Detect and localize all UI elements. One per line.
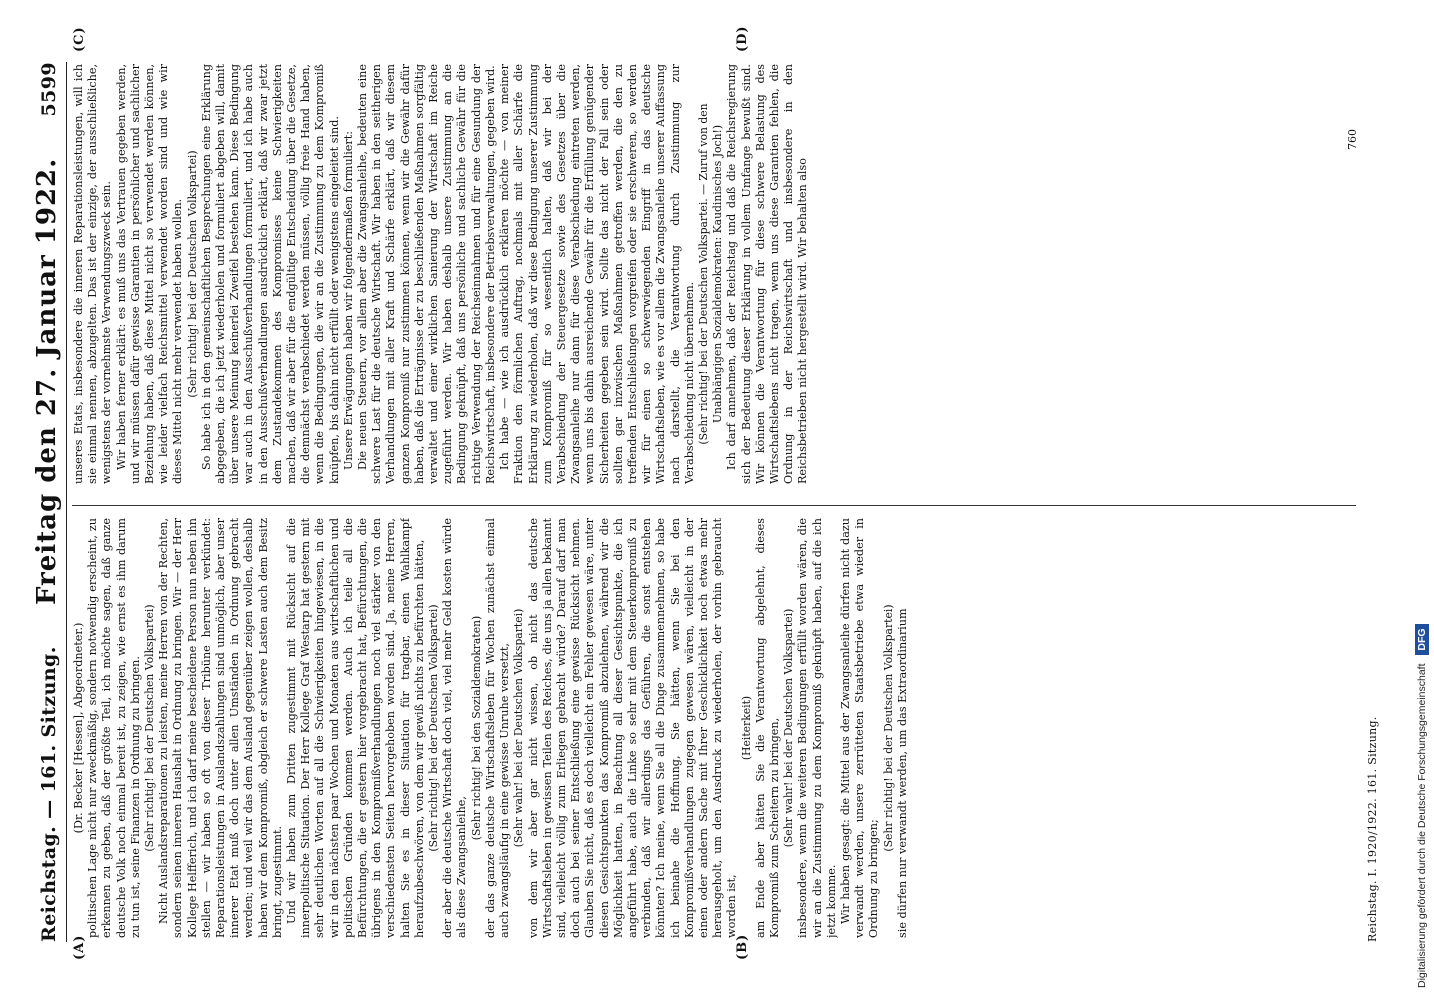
interjection: (Sehr richtig! bei der Deutschen Volkspartei. — Zuruf von den Unabhängigen Sozialdemokraten: Kaudinisches Joch!): [696, 103, 725, 445]
interjection: (Heiterkeit): [739, 695, 753, 761]
paragraph: unseres Etats, insbesondere die inneren Reparationsleistungen, will ich sie einmal nennen, abzugelten. Das ist der einzige, der ausschließliche, wenigstens der vornehmste Verwendungszweck sein.: [72, 64, 114, 484]
paragraph: sie dürfen nur verwandt werden, um das Extraordinarium: [895, 608, 909, 938]
right-column: [72, 64, 1356, 484]
paragraph: Ich habe — wie ich ausdrücklich erklären möchte — von meiner Fraktion den förmlichen Auftrag, nochmals mit aller Schärfe die Erklärung zu wiederholen, daß wir diese Bedingung unserer Zustimmung zum Kompromiß für so wesentlich halten, daß wir bei der Verabschiedung der Steuergesetze sowie des Gesetzes über die Zwangsanleihe nur dann für diese Verabschiedung eintreten werden, wenn uns bis dahin ausreichende Gewähr für die Erfüllung genügender Sicherheiten gegeben sein wird. Sollte das nicht der Fall sein oder sollten gar inzwischen Maßnahmen getroffen werden, die den zu treffenden Entschließungen vorgreifen oder sie erschweren, so werden wir für einen so schwerwiegenden Eingriff in das deutsche Wirtschaftsleben, wie es vor allem die Zwangsanleihe unserer Auffassung nach darstellt, die Verantwortung durch Zustimmung zur Verabschiedung nicht übernehmen.: [498, 64, 696, 484]
paragraph: am Ende aber hätten Sie die Verantwortung abgelehnt, dieses Kompromiß zum Scheitern zu bringen,: [753, 518, 781, 938]
page-signature: 760: [1346, 129, 1359, 150]
dfg-credit-line: [1413, 8, 1431, 988]
interjection: (Sehr richtig! bei der Deutschen Volkspartei): [143, 604, 157, 852]
paragraph: politischen Lage nicht nur zweckmäßig, sondern notwendig erscheint, zu erkennen zu geben, daß der größte Teil, ich möchte sagen, daß ganze deutsche Volk noch einmal bereit ist, zu zeigen, wie ernst es ihm darum zu tun ist, seine Finanzen in Ordnung zu bringen.: [86, 518, 142, 938]
paragraph: insbesondere, wenn die weiteren Bedingungen erfüllt worden wären, die wir an die Zustimmung zu dem Kompromiß geknüpft haben, auf die ich jetzt komme.: [796, 518, 838, 938]
paragraph: Ich darf annehmen, daß der Reichstag und daß die Reichsregierung sich der Bedeutung dieser Erklärung in vollem Umfange bewußt sind. Wir können die Verantwortung für diese schwere Belastung des Wirtschaftslebens nicht tragen, wenn uns diese Garantien fehlen, die Ordnung in der Reichswirtschaft und insbesondere in den Reichsbetrieben nicht hergestellt wird. Wir behalten also: [725, 64, 810, 484]
interjection: (Sehr richtig! bei der Deutschen Volkspartei): [427, 604, 441, 852]
interjection: (Sehr richtig! bei den Sozialdemokraten): [469, 615, 483, 841]
speaker-line: (Dr. Becker [Hessen], Abgeordneter.): [72, 622, 85, 834]
interjection: (Sehr richtig! bei der Deutschen Volkspartei): [881, 604, 895, 852]
interjection: (Sehr wahr! bei der Deutschen Volkspartei): [512, 608, 526, 848]
margin-letter-b: (B): [735, 933, 750, 960]
paragraph: Wir haben ferner erklärt: es muß uns das Vertrauen gegeben werden, und wir müssen dafür gewisse Garantien in persönlicher und sachlicher Beziehung haben, daß diese Mittel nicht so verwendet werden können, wie leider vielfach Reichsmittel verwendet worden sind und wie wir dieses Mittel nicht mehr verwendet haben wollen.: [114, 64, 185, 484]
dfg-credit-text: Digitalisierung gefördert durch die Deutsche Forschungsgemeinschaft: [1416, 663, 1428, 988]
paragraph: der aber die deutsche Wirtschaft doch viel, viel mehr Geld kosten würde als diese Zwangsanleihe,: [441, 518, 469, 938]
margin-letter-a: (A): [72, 934, 87, 960]
interjection: (Sehr richtig! bei der Deutschen Volkspartei): [185, 150, 199, 398]
header-session: Reichstag. — 161. Sitzung.: [38, 646, 60, 942]
page-footer: Reichstag. I. 1920/1922. 161. Sitzung.: [1366, 716, 1379, 942]
paragraph: So habe ich in den gemeinschaftlichen Besprechungen eine Erklärung abgegeben, die ich jetzt wiederholen und formuliert abgeben will, damit über unsere Meinung keinerlei Zweifel bestehen kann. Diese Bedingung war auch in den Ausschußverhandlungen formuliert, und ich habe auch in den Ausschußverhandlungen ausdrücklich erklärt, daß wir zwar jetzt dem Zustandekommen des Kompromisses keine Schwierigkeiten machen, daß wir aber für die endgültige Entscheidung über die Gesetze, die demnächst verabschiedet werden müssen, völlig freie Hand haben, wenn die Bedingungen, die wir an die Zustimmung zu dem Kompromiß knüpfen, bis dahin nicht erfüllt oder wenigstens eingeleitet sind.: [199, 64, 341, 484]
paragraph: von dem wir aber gar nicht wissen, ob nicht das deutsche Wirtschaftsleben in gewissen Teilen des Reiches, die uns ja allen bekannt sind, vielleicht völlig zum Erliegen gebracht würde? Darauf darf man doch auch bei seiner Entschließung eine gewisse Rücksicht nehmen. Glauben Sie nicht, daß es doch vielleicht ein Fehler gewesen wäre, unter diesen Gesichtspunkten das Kompromiß abzulehnen, während wir die Möglichkeit hatten, in Beachtung all dieser Gesichtspunkte, die ich angeführt habe, auch die Linke so sehr mit dem Steuerkompromiß zu verbinden, daß wir allerdings das Geführen, die sonst entstehen könnten? Ich meine, wenn Sie all die Dinge zusammennehmen, so habe ich beinahe die Hoffnung, Sie hätten, wenn Sie bei den Kompromißverhandlungen zugegen gewesen wären, vielleicht in der einen oder andern Sache mit Ihrer Geschicklichkeit noch etwas mehr herausgeholt, um den Ausdruck zu wiederholen, der vorhin gebraucht worden ist,: [526, 518, 739, 938]
header-date: Freitag den 27. Januar 1922.: [32, 157, 62, 605]
dfg-sidebar: [1413, 8, 1431, 988]
paragraph: Unsere Erwägungen haben wir folgendermaßen formuliert:: [341, 130, 355, 470]
page-header: [32, 62, 62, 942]
paragraph: Und wir haben zum Dritten zugestimmt mit Rücksicht auf die innerpolitische Situation. Der Herr Kollege Graf Westarp hat gestern mit sehr deutlichen Worten auf all die Schwierigkeiten hingewiesen, in die wir in den nächsten paar Wochen und Monaten aus wirtschaftlichen und politischen Gründen kommen werden. Auch ich teile all die Befürchtungen, die er gestern hier vorgebracht hat, Befürchtungen, die übrigens in den Kompromißverhandlungen noch viel stärker von den verschiedensten Seiten hervorgehoben worden sind. Ja, meine Herren, halten Sie es in dieser Situation für tragbar, einen Wahlkampf heraufzubeschwören, von dem wir gewiß nichts zu befürchten hätten,: [285, 518, 426, 938]
left-column: [72, 518, 1356, 938]
header-page-number: 5599: [38, 62, 60, 117]
margin-letter-c: (C): [72, 26, 87, 52]
header-rule: [66, 62, 67, 942]
interjection: (Sehr wahr! bei der Deutschen Volkspartei): [782, 608, 796, 848]
paragraph: Nicht Auslandsreparationen zu leisten, meine Herren von der Rechten, sondern seinen inneren Haushalt in Ordnung zu bringen. Wir — der Herr Kollege Helfferich, und ich darf meine bescheidene Person nun neben ihn stellen — wir haben so oft von dieser Tribüne herunter verkündet: Reparationsleistungen in Auslandszahlungen sind unmöglich, aber unser innerer Etat muß doch unter allen Umständen in Ordnung gebracht werden; und weil wir das dem Ausland gegenüber zeigen wollen, deshalb haben wir dem Kompromiß, obgleich er schwere Lasten auch dem Besitz bringt, zugestimmt.: [157, 518, 284, 938]
dfg-logo: DFG: [1415, 624, 1429, 654]
paragraph: der das ganze deutsche Wirtschaftsleben für Wochen zunächst einmal auch zwangsläufig in eine gewisse Unruhe versetzt,: [483, 518, 512, 938]
column-divider: [72, 505, 1356, 506]
quoted-paragraph: Die neuen Steuern, vor allem aber die Zwangsanleihe, bedeuten eine schwere Last für die deutsche Wirtschaft. Wir haben in den seitherigen Verhandlungen mit aller Kraft und Schärfe erklärt, daß wir diesem ganzen Kompromiß nur zustimmen können, wenn wir die Gewähr dafür haben, daß die Erträgnisse der zu beschließenden Maßnahmen sorgfältig verwaltet und einer wirklichen Sanierung der Wirtschaft im Reiche zugeführt werden. Wir haben deshalb unsere Zustimmung an die Bedingung geknüpft, daß uns persönliche und sachliche Gewähr für die richtige Verwendung der Reichseinnahmen und für eine Gesundung der Reichswirtschaft, insbesondere der Betriebsverwaltungen, gegeben wird.: [356, 64, 497, 484]
margin-letter-d: (D): [735, 25, 750, 52]
paragraph: Wir haben gesagt: die Mittel aus der Zwangsanleihe dürfen nicht dazu verwandt werden, unsere zerrütteten Staatsbetriebe etwa wieder in Ordnung zu bringen;: [838, 518, 881, 938]
